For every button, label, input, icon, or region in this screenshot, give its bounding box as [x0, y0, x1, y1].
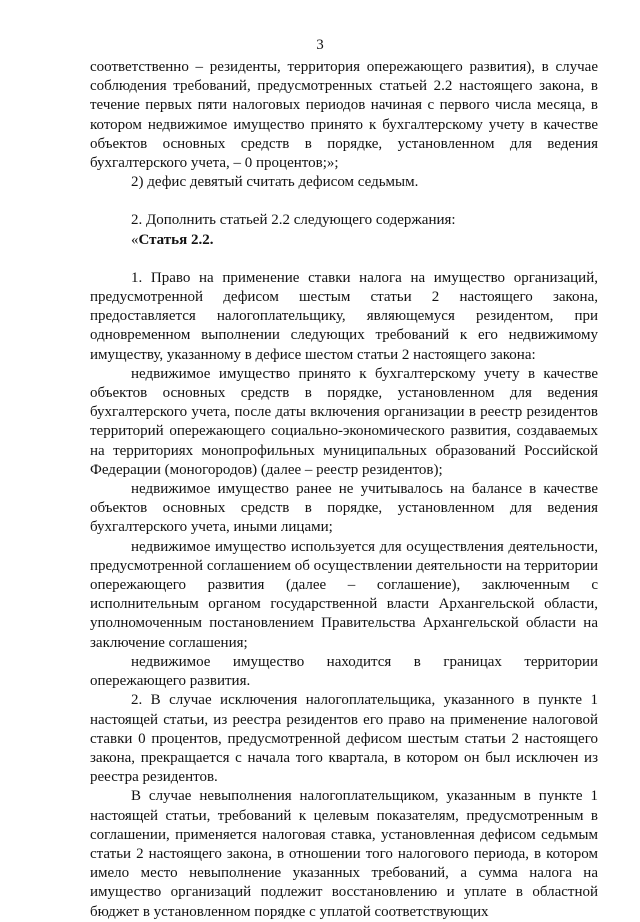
paragraph-requirement-2: недвижимое имущество ранее не учитывалось на балансе в качестве объектов основных средств в порядке, установленном для ведения бухгалтерского учета, иными лицами; [90, 481, 598, 536]
article-quote-mark: « [131, 231, 139, 248]
paragraph-item-2: 2) дефис девятый считать дефисом седьмым. [131, 174, 419, 191]
page-number: 3 [316, 37, 324, 53]
paragraph-amendment-2: 2. Дополнить статьей 2.2 следующего содержания: [131, 212, 456, 229]
paragraph-requirement-1: недвижимое имущество принято к бухгалтерскому учету в качестве объектов основных средств в порядке, установленном для ведения бухгалтерского учета, после даты включения организации в реестр резидентов территорий опережающего социально-экономического развития, создаваемых на территориях монопрофильных муниципальных образований Российской Федерации (моногородов) (далее – реестр резидентов); [90, 365, 598, 478]
paragraph-clause-2: 2. В случае исключения налогоплательщика, указанного в пункте 1 настоящей статьи, из реестра резидентов его право на применение налоговой ставки 0 процентов, предусмотренной дефисом шестым статьи 2 настоящего закона, прекращается с начала того квартала, в котором он был исключен из реестра резидентов. [90, 692, 598, 786]
document-body [90, 58, 598, 922]
article-title: Статья 2.2. [138, 231, 214, 248]
paragraph-clause-2-continued: В случае невыполнения налогоплательщиком, указанным в пункте 1 настоящей статьи, требований к целевым показателям, предусмотренным в соглашении, применяется налоговая ставка, установленная дефисом седьмым статьи 2 настоящего закона, в отношении того налогового периода, в котором имело место невыполнение указанных требований, а сумма налога на имущество организаций подлежит восстановлению и уплате в областной бюджет в установленном порядке с уплатой соответствующих [90, 788, 598, 920]
paragraph-requirement-4: недвижимое имущество находится в границах территории опережающего развития. [90, 653, 598, 690]
spacer [90, 250, 598, 269]
spacer [90, 192, 598, 211]
article-heading [90, 231, 598, 250]
paragraph-continuation: соответственно – резиденты, территория опережающего развития), в случае соблюдения требований, предусмотренных статьей 2.2 настоящего закона, в течение первых пяти налоговых периодов начиная с первого числа месяца, в котором недвижимое имущество принято к бухгалтерскому учету в качестве объектов основных средств в порядке, установленном для ведения бухгалтерского учета, – 0 процентов;»; [90, 59, 598, 172]
paragraph-requirement-3: недвижимое имущество используется для осуществления деятельности, предусмотренной соглашением об осуществлении деятельности на территории опережающего развития (далее – соглашение), заключенным с исполнительным органом государственной власти Архангельской области, уполномоченным постановлением Правительства Архангельской области на заключение соглашения; [90, 538, 598, 651]
paragraph-clause-1: 1. Право на применение ставки налога на имущество организаций, предусмотренной дефисом шестым статьи 2 настоящего закона, предоставляется налогоплательщику, являющемуся резидентом, при одновременном выполнении следующих требований к его недвижимому имуществу, указанному в дефисе шестом статьи 2 настоящего закона: [90, 269, 598, 363]
